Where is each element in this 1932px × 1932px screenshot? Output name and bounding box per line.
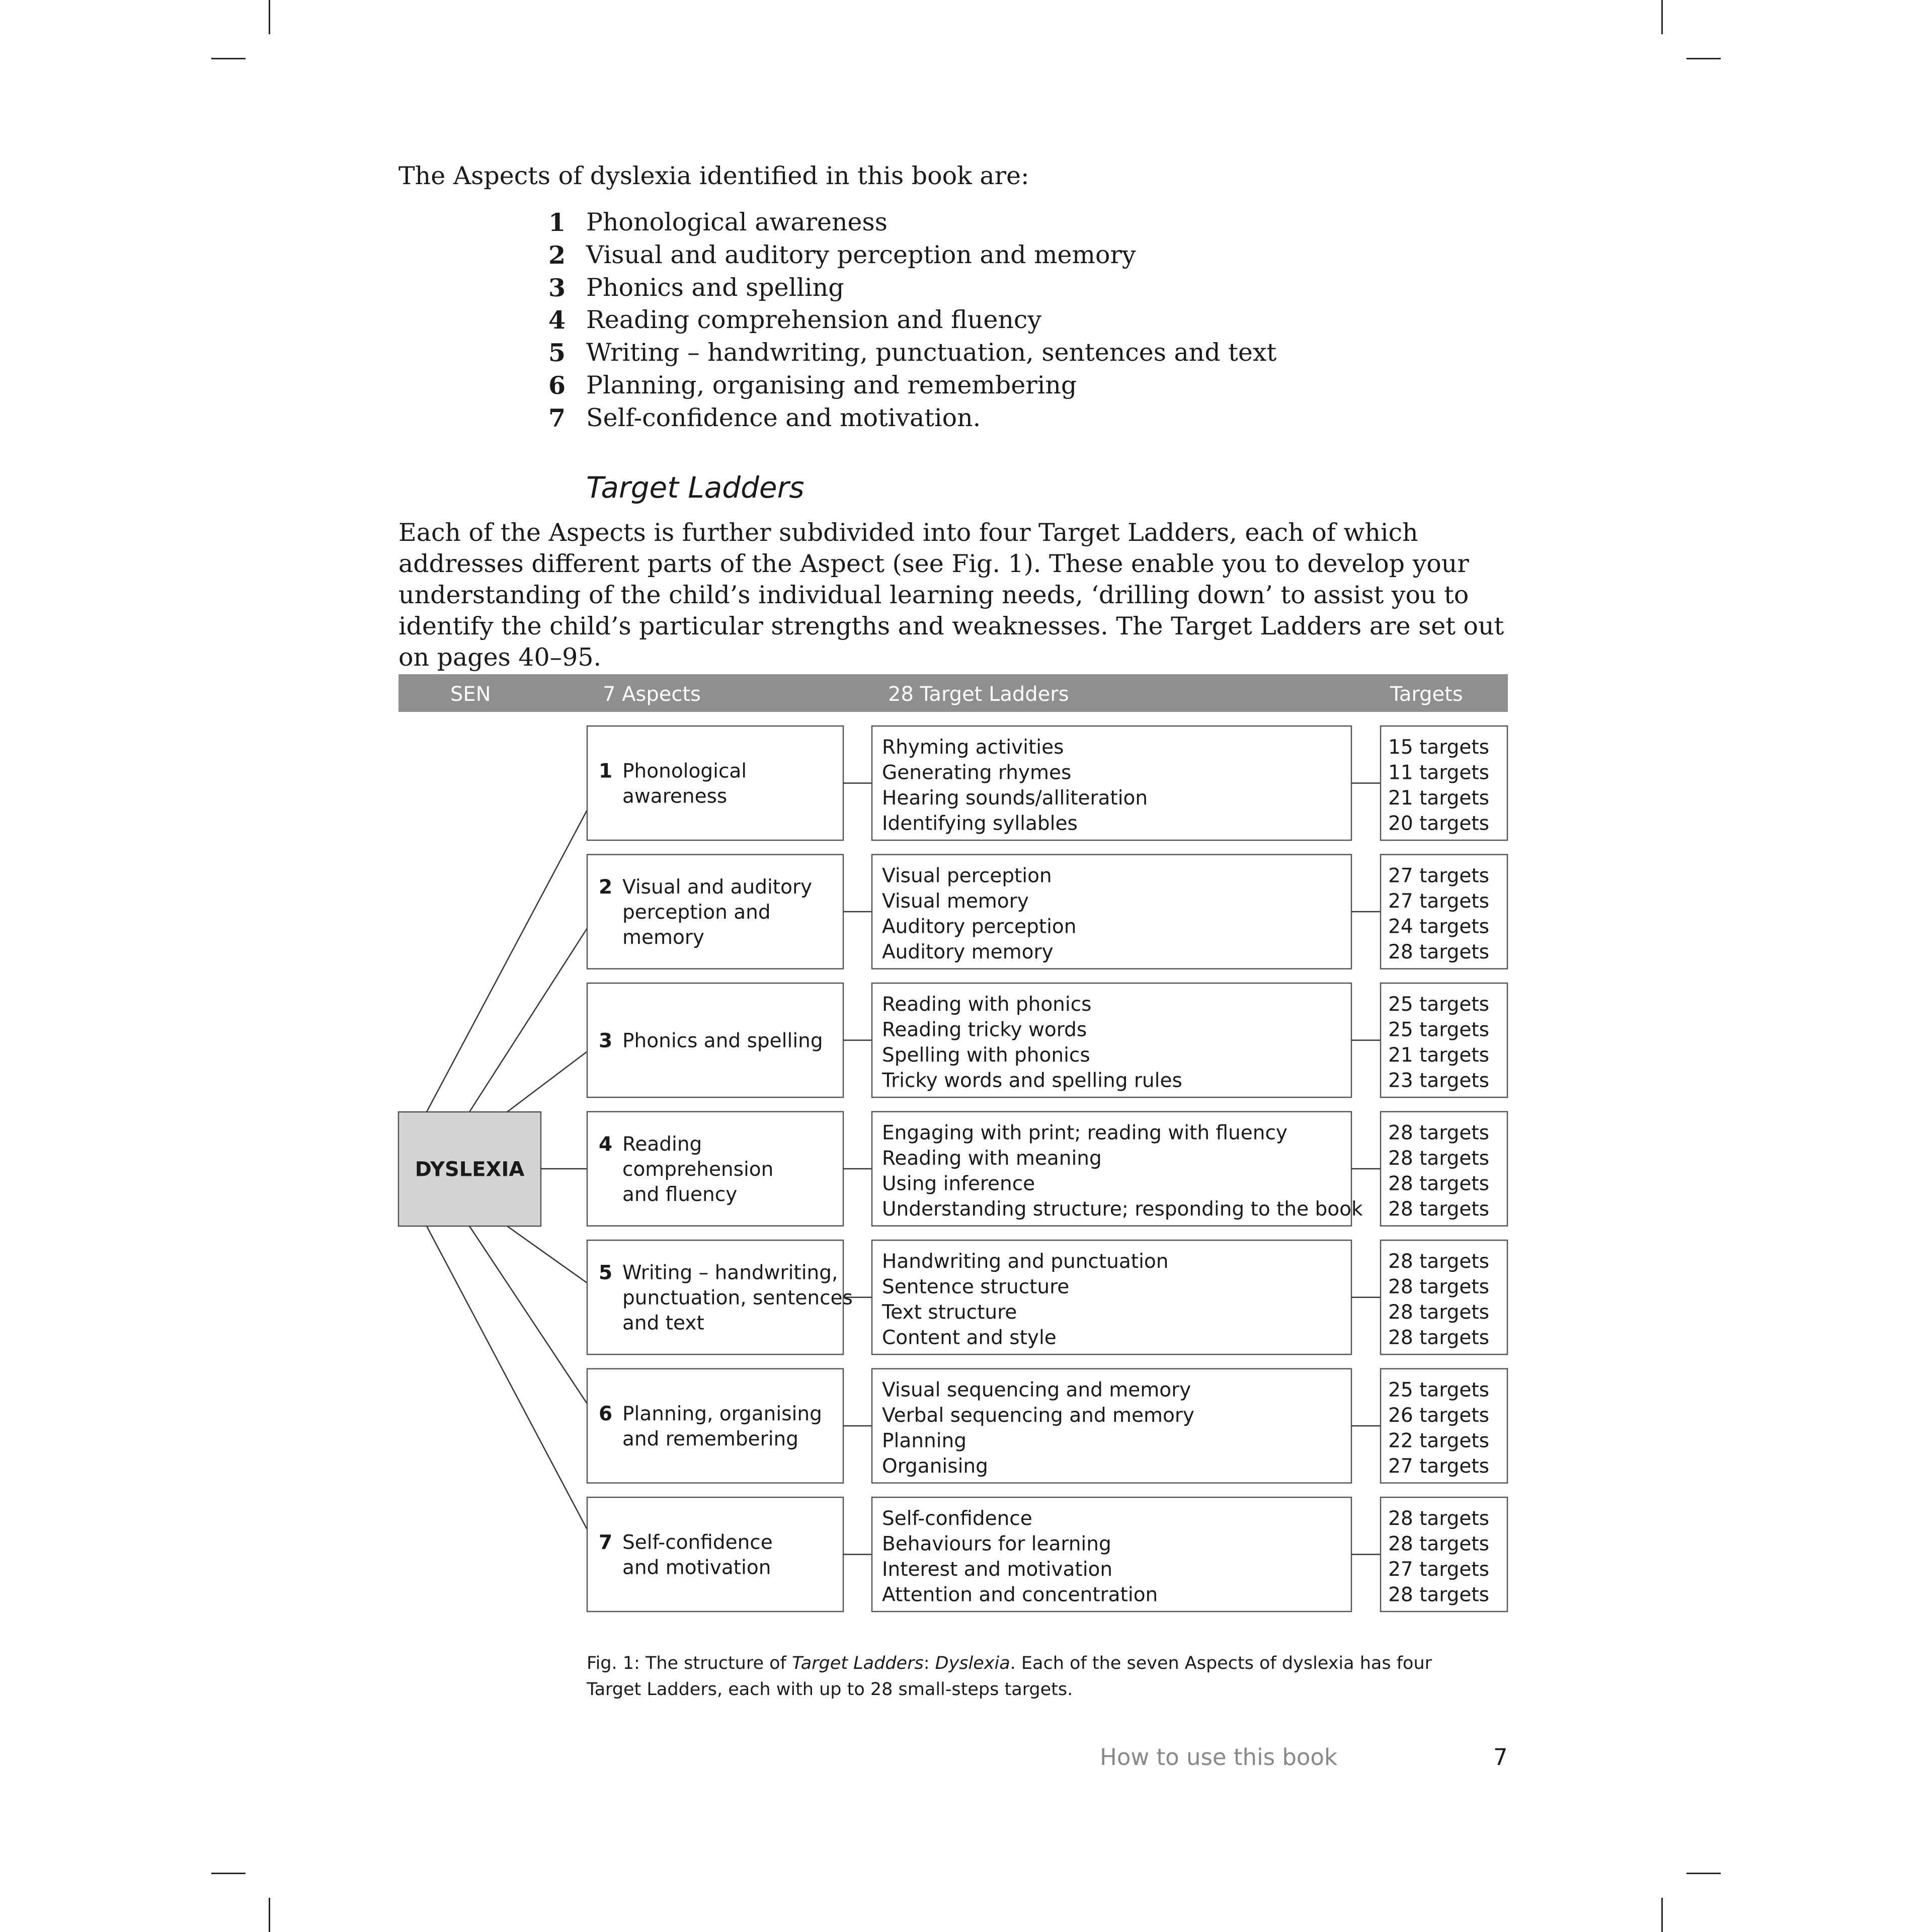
target-count: 27 targets [1388, 1558, 1489, 1581]
ladder-item: Spelling with phonics [882, 1044, 1090, 1067]
target-count: 28 targets [1388, 1121, 1489, 1145]
aspect-label-line: comprehension [622, 1158, 774, 1181]
ladder-item: Content and style [882, 1326, 1057, 1349]
header-sen: SEN [450, 683, 491, 706]
target-count: 11 targets [1388, 761, 1489, 784]
list-item-text: Reading comprehension and fluency [586, 305, 1042, 335]
list-item-text: Writing – handwriting, punctuation, sentences and text [586, 338, 1277, 367]
target-count: 28 targets [1388, 1507, 1489, 1530]
target-count: 15 targets [1388, 736, 1489, 759]
aspect-number: 1 [599, 760, 613, 783]
ladder-item: Rhyming activities [882, 736, 1064, 759]
aspect-number: 3 [599, 1029, 613, 1053]
target-count: 28 targets [1388, 1301, 1489, 1324]
connector-line [469, 928, 587, 1112]
ladder-item: Identifying syllables [882, 812, 1078, 835]
aspect-label-line: Phonics and spelling [622, 1029, 823, 1053]
target-count: 21 targets [1388, 1044, 1489, 1067]
ladder-item: Organising [882, 1455, 988, 1478]
footer-title: How to use this book [1100, 1744, 1338, 1770]
target-count: 25 targets [1388, 993, 1489, 1016]
section-heading: Target Ladders [586, 470, 804, 505]
aspect-label-line: perception and [622, 901, 771, 924]
ladder-item: Handwriting and punctuation [882, 1250, 1169, 1273]
aspect-label-line: punctuation, sentences [622, 1286, 853, 1310]
target-count: 24 targets [1388, 915, 1489, 938]
target-count: 27 targets [1388, 1455, 1489, 1478]
list-item-number: 2 [548, 240, 566, 270]
ladder-item: Visual sequencing and memory [882, 1379, 1191, 1402]
caption-prefix: Fig. 1: The structure of [587, 1653, 792, 1673]
aspect-box [587, 726, 843, 840]
intro-text: The Aspects of dyslexia identified in this book are: [398, 162, 1029, 190]
aspect-number: 5 [599, 1261, 613, 1284]
target-count: 25 targets [1388, 1379, 1489, 1402]
target-count: 28 targets [1388, 941, 1489, 963]
aspect-label-line: Phonological [622, 760, 747, 783]
target-count: 21 targets [1388, 787, 1489, 810]
target-count: 27 targets [1388, 864, 1489, 888]
ladder-item: Visual perception [882, 864, 1052, 888]
target-count: 26 targets [1388, 1404, 1489, 1427]
header-ladders: 28 Target Ladders [888, 683, 1069, 706]
list-item-number: 5 [548, 338, 566, 368]
ladder-item: Engaging with print; reading with fluency [882, 1121, 1287, 1145]
ladder-item: Auditory memory [882, 941, 1054, 963]
list-item-number: 3 [548, 273, 566, 302]
connector-line [507, 1226, 587, 1283]
connector-line [507, 1052, 587, 1112]
list-item-number: 7 [548, 403, 566, 433]
figure-caption [587, 1650, 1442, 1703]
list-item-text: Phonological awareness [586, 208, 888, 236]
page-number: 7 [1493, 1744, 1508, 1770]
target-count: 28 targets [1388, 1147, 1489, 1170]
ladder-item: Reading tricky words [882, 1018, 1087, 1041]
list-item-number: 1 [548, 208, 566, 237]
list-item-number: 4 [548, 305, 566, 335]
aspect-number: 7 [599, 1531, 613, 1554]
connector-line [427, 1226, 587, 1530]
target-count: 28 targets [1388, 1583, 1489, 1606]
target-count: 20 targets [1388, 812, 1489, 835]
ladder-item: Sentence structure [882, 1275, 1070, 1299]
target-count: 28 targets [1388, 1250, 1489, 1273]
target-count: 28 targets [1388, 1533, 1489, 1556]
ladder-item: Reading with phonics [882, 993, 1092, 1016]
aspect-label-line: Reading [622, 1133, 702, 1156]
aspect-label-line: Writing – handwriting, [622, 1261, 838, 1284]
ladder-item: Hearing sounds/alliteration [882, 787, 1148, 810]
aspect-label-line: and motivation [622, 1556, 771, 1579]
list-item-text: Phonics and spelling [586, 273, 844, 302]
header-aspects: 7 Aspects [603, 683, 701, 706]
aspect-label-line: awareness [622, 785, 728, 808]
aspect-label-line: Self-confidence [622, 1531, 773, 1554]
target-count: 28 targets [1388, 1172, 1489, 1195]
ladder-item: Understanding structure; responding to the book [882, 1198, 1363, 1221]
aspect-label-line: and remembering [622, 1428, 799, 1451]
caption-italic-title: Target Ladders [792, 1653, 924, 1673]
ladder-item: Verbal sequencing and memory [882, 1404, 1194, 1427]
ladder-item: Visual memory [882, 890, 1029, 913]
connector-line [427, 810, 587, 1112]
caption-suffix: . Each of the seven Aspects of dyslexia has four Target Ladders, each with up to 28 small-steps targets. [587, 1653, 1432, 1700]
ladder-item: Interest and motivation [882, 1558, 1113, 1581]
target-count: 28 targets [1388, 1275, 1489, 1299]
ladder-item: Behaviours for learning [882, 1533, 1111, 1556]
body-paragraph: Each of the Aspects is further subdivided into four Target Ladders, each of which addresses different parts of the Aspect (see Fig. 1). These enable you to develop your understanding of the child’s individual learning needs, ‘drilling down’ to assist you to identify the child’s particular strengths and weaknesses. The Target Ladders are set out on pages 40–95. [398, 518, 1504, 672]
aspect-box [587, 1369, 843, 1483]
caption-italic-subtitle: Dyslexia [935, 1653, 1010, 1673]
ladder-item: Text structure [882, 1301, 1017, 1324]
target-count: 27 targets [1388, 890, 1489, 913]
caption-colon: : [923, 1653, 935, 1673]
ladder-item: Reading with meaning [882, 1147, 1102, 1170]
ladder-item: Self-confidence [882, 1507, 1032, 1530]
aspect-label-line: Visual and auditory [622, 876, 813, 899]
connector-line [469, 1226, 587, 1404]
aspect-label-line: Planning, organising [622, 1403, 822, 1425]
ladder-item: Tricky words and spelling rules [882, 1069, 1182, 1092]
header-targets: Targets [1390, 683, 1463, 706]
list-item-text: Visual and auditory perception and memory [586, 240, 1136, 269]
ladder-item: Attention and concentration [882, 1583, 1158, 1606]
target-count: 28 targets [1388, 1326, 1489, 1349]
aspect-label-line: and fluency [622, 1183, 738, 1206]
aspect-number: 6 [599, 1403, 613, 1425]
aspect-box [587, 1497, 843, 1612]
list-item-text: Planning, organising and remembering [586, 370, 1077, 399]
target-count: 28 targets [1388, 1198, 1489, 1221]
target-count: 22 targets [1388, 1429, 1489, 1453]
list-item-number: 6 [548, 370, 566, 400]
ladder-item: Generating rhymes [882, 761, 1072, 784]
aspect-label-line: memory [622, 926, 704, 949]
aspect-number: 4 [599, 1133, 613, 1156]
ladder-item: Planning [882, 1429, 967, 1453]
aspect-label-line: and text [622, 1312, 704, 1335]
target-count: 25 targets [1388, 1018, 1489, 1041]
target-count: 23 targets [1388, 1069, 1489, 1092]
aspect-number: 2 [599, 876, 613, 899]
ladder-item: Auditory perception [882, 915, 1077, 938]
ladder-item: Using inference [882, 1172, 1035, 1195]
dyslexia-label: DYSLEXIA [415, 1158, 525, 1181]
list-item-text: Self-confidence and motivation. [586, 403, 981, 432]
